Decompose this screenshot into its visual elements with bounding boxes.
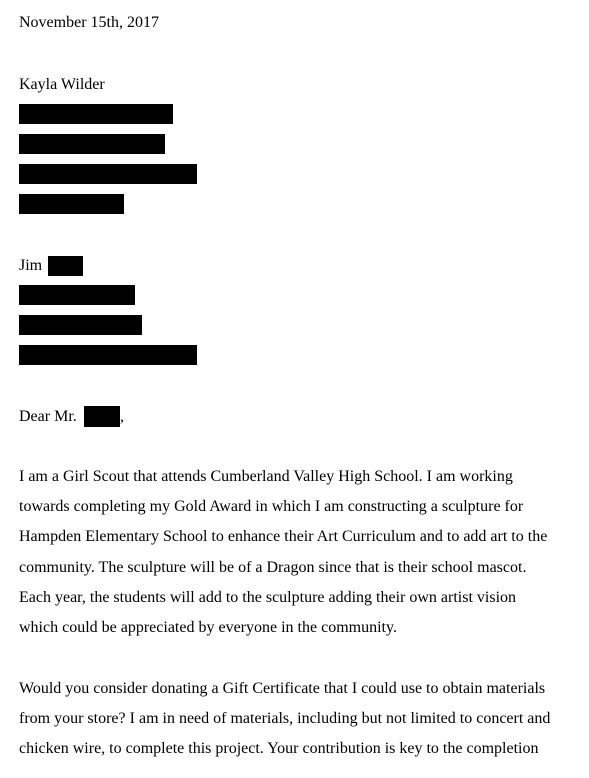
paragraph-line: Each year, the students will add to the sculpture adding their own artist vision: [19, 588, 517, 606]
redacted-recipient-last-name: [48, 256, 83, 276]
redacted-sender-address-line-1: [19, 104, 173, 124]
paragraph-line: towards completing my Gold Award in which I am constructing a sculpture for: [19, 498, 524, 516]
redacted-recipient-address-line-3: [19, 345, 197, 365]
redacted-sender-address-line-2: [19, 134, 165, 154]
paragraph-line: from your store? I am in need of materials, including but not limited to concert and: [19, 710, 551, 728]
paragraph-line: Hampden Elementary School to enhance their Art Curriculum and to add art to the: [19, 528, 548, 546]
paragraph-line: Would you consider donating a Gift Certificate that I could use to obtain materials: [19, 680, 546, 697]
redacted-sender-address-line-4: [19, 194, 124, 214]
body-paragraph-1: [19, 462, 589, 643]
paragraph-line: I am a Girl Scout that attends Cumberland Valley High School. I am working: [19, 468, 513, 485]
paragraph-line: chicken wire, to complete this project. Your contribution is key to the completion: [19, 740, 539, 758]
redacted-recipient-address-line-2: [19, 315, 142, 335]
redacted-recipient-name-in-salutation: [84, 406, 120, 427]
paragraph-line: which could be appreciated by everyone in the community.: [19, 619, 397, 637]
redacted-sender-address-line-3: [19, 164, 197, 184]
recipient-first-name: Jim: [19, 257, 43, 274]
redacted-recipient-address-line-1: [19, 285, 135, 305]
salutation-suffix: ,: [120, 408, 124, 425]
paragraph-line: community. The sculpture will be of a Dragon since that is their school mascot.: [19, 558, 527, 576]
letter-date: November 15th, 2017: [19, 14, 159, 31]
body-paragraph-2: [19, 674, 589, 765]
sender-name: Kayla Wilder: [19, 76, 105, 93]
salutation-prefix: Dear Mr.: [19, 408, 77, 425]
